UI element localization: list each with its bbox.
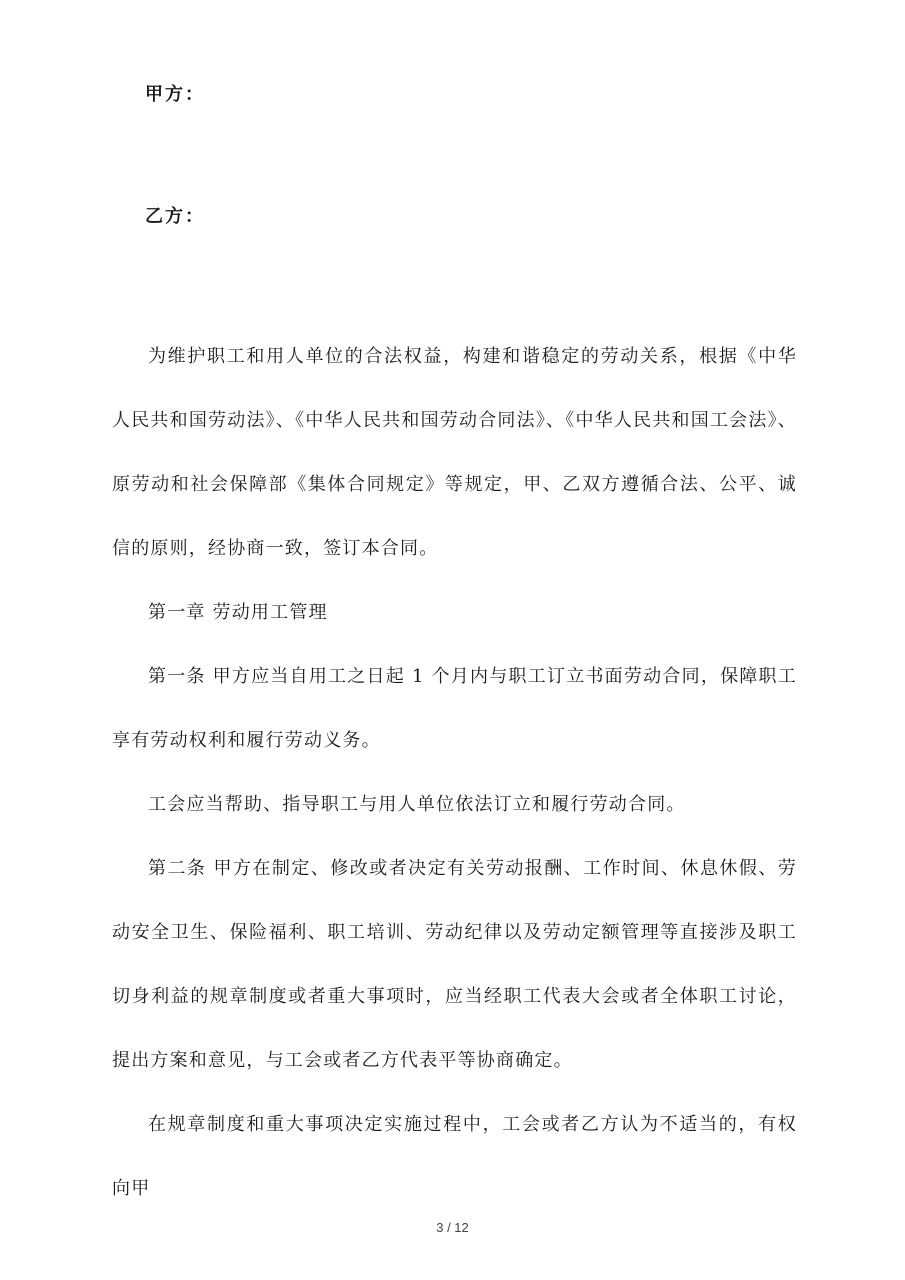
chapter-heading: 第一章 劳动用工管理 [148, 602, 328, 623]
article-2-implementation-paragraph: 在规章制度和重大事项决定实施过程中，工会或者乙方认为不适当的，有权向甲 [112, 1114, 797, 1199]
party-b-label: 乙方： [145, 206, 205, 227]
article-1-union-paragraph: 工会应当帮助、指导职工与用人单位依法订立和履行劳动合同。 [148, 794, 686, 815]
preamble-paragraph: 为维护职工和用人单位的合法权益，构建和谐稳定的劳动关系，根据《中华人民共和国劳动法》、《中华人民共和国劳动合同法》、《中华人民共和国工会法》、原劳动和社会保障部《集体合同规定》等规定，甲、乙双方遵循合法、公平、诚信的原则，经协商一致，签订本合同。 [112, 346, 797, 559]
article-1-paragraph: 第一条 甲方应当自用工之日起 1 个月内与职工订立书面劳动合同，保障职工享有劳动权利和履行劳动义务。 [112, 666, 797, 751]
article-2-paragraph: 第二条 甲方在制定、修改或者决定有关劳动报酬、工作时间、休息休假、劳动安全卫生、保险福利、职工培训、劳动纪律以及劳动定额管理等直接涉及职工切身利益的规章制度或者重大事项时，应当经职工代表大会或者全体职工讨论，提出方案和意见，与工会或者乙方代表平等协商确定。 [112, 858, 797, 1071]
page-number: 3 / 12 [436, 1220, 469, 1235]
contract-body [112, 325, 797, 1221]
party-a-label: 甲方： [145, 84, 205, 105]
